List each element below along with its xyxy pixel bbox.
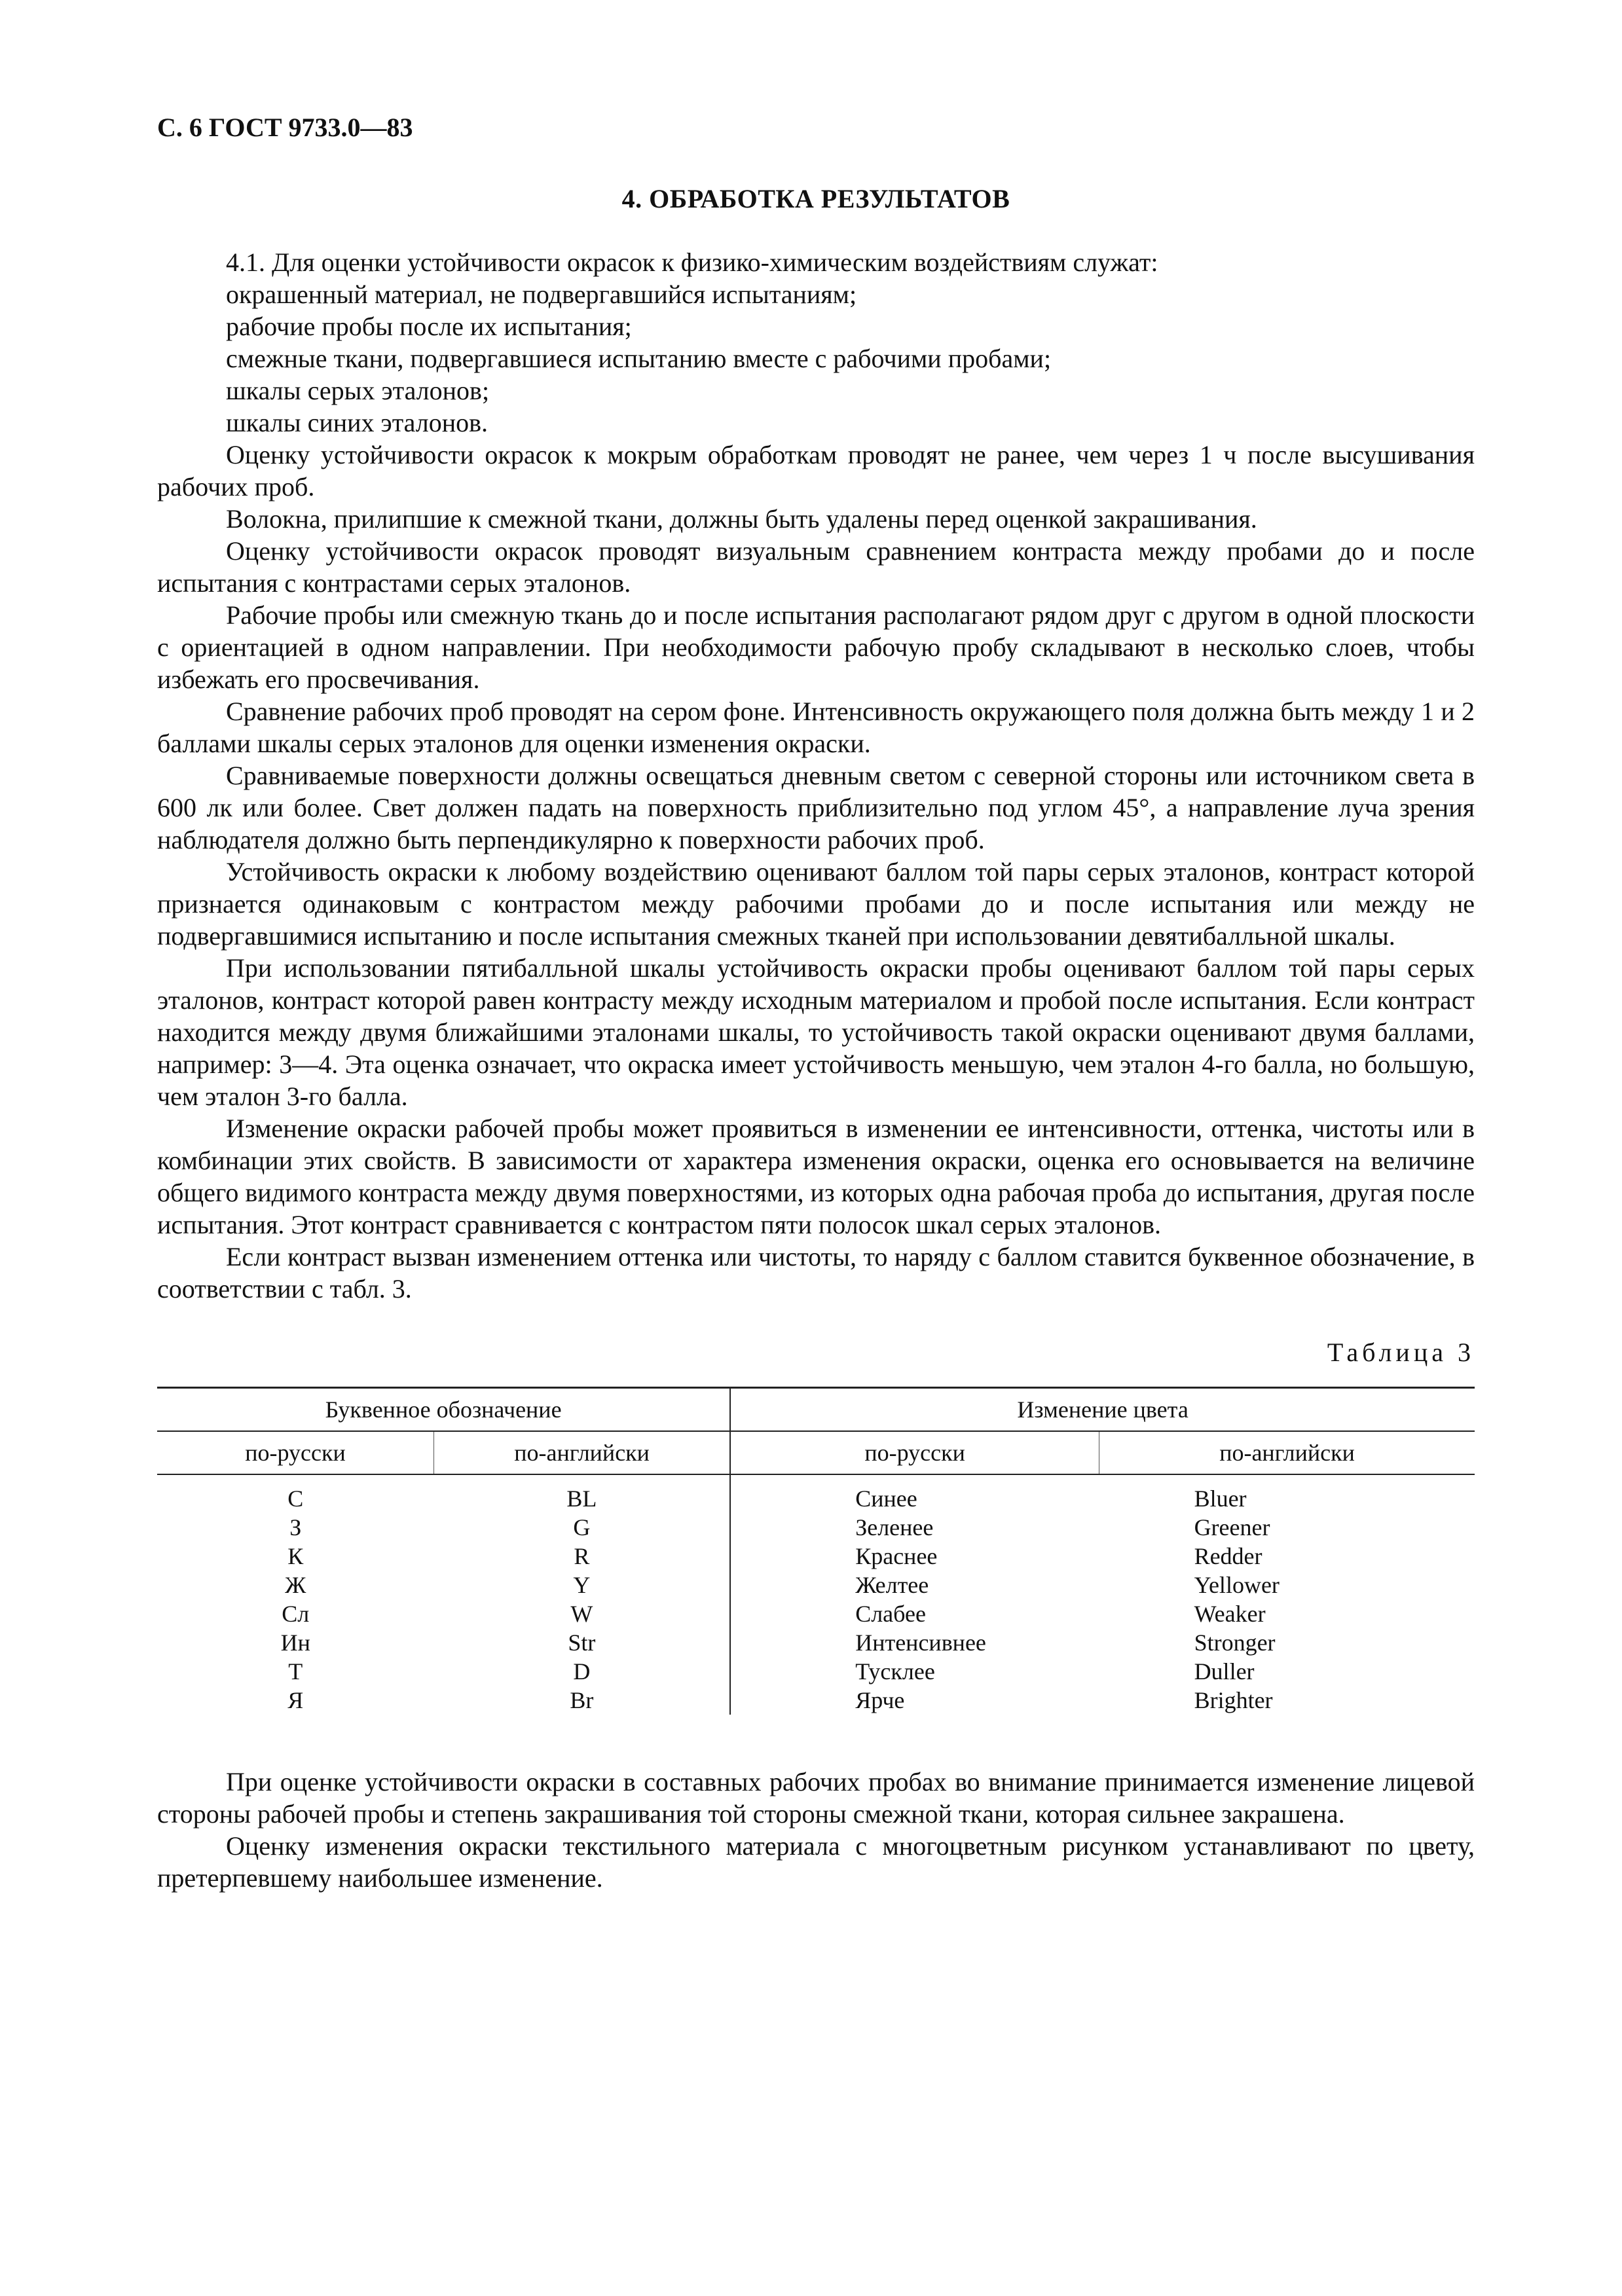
table-cell: Yellower: [1194, 1572, 1280, 1598]
paragraph: Изменение окраски рабочей пробы может проявиться в изменении ее интенсивности, оттенка, чистоты или в комбинации этих свойств. В зависимости от характера изменения окраски, оценка его основывается на величине общего видимого контраста между двумя поверхностями, из которых одна рабочая проба до испытания, другая после испытания. Этот контраст сравнивается с контрастом пяти полосок шкал серых эталонов.: [157, 1114, 1475, 1239]
section-title: 4. ОБРАБОТКА РЕЗУЛЬТАТОВ: [621, 184, 1010, 213]
table-cell: Stronger: [1194, 1630, 1276, 1656]
table-cell: Зеленее: [855, 1514, 934, 1540]
table-cell: Duller: [1194, 1658, 1255, 1685]
group-header-color-change: Изменение цвета: [730, 1388, 1475, 1432]
table-cell: Синее: [855, 1485, 917, 1512]
page-header: С. 6 ГОСТ 9733.0—83: [157, 113, 413, 142]
paragraph: Рабочие пробы или смежную ткань до и после испытания располагают рядом друг с другом в одной плоскости с ориентацией в одном направлении. При необходимости рабочую пробу складывают в несколько слоев, чтобы избежать его просвечивания.: [157, 600, 1475, 694]
closing-section: [157, 1766, 1475, 1894]
table-cell: С: [287, 1485, 304, 1512]
paragraph: Если контраст вызван изменением оттенка или чистоты, то наряду с баллом ставится буквенное обозначение, в соответствии с табл. 3.: [157, 1242, 1475, 1303]
table-cell: Str: [434, 1628, 731, 1657]
table-cell: Я: [287, 1687, 304, 1713]
list-item: шкалы синих эталонов.: [226, 408, 488, 437]
paragraph: При использовании пятибалльной шкалы устойчивость окраски пробы оценивают баллом той пары серых эталонов, контраст которой равен контрасту между исходным материалом и пробой после испытания. Если контраст находится между двумя ближайшими эталонами шкалы, то устойчивость такой окраски оценивают двумя баллами, например: 3—4. Эта оценка означает, что окраска имеет устойчивость меньшую, чем эталон 4-го балла, но большую, чем эталон 3-го балла.: [157, 953, 1475, 1111]
sub-header-russian: по-русски: [157, 1431, 434, 1474]
table-cell: Brighter: [1194, 1687, 1273, 1713]
table-cell: Сл: [282, 1601, 310, 1627]
table-cell: Ж: [285, 1572, 306, 1598]
table-cell: W: [434, 1599, 731, 1628]
color-change-table: [157, 1387, 1475, 1715]
table-cell: З: [289, 1514, 302, 1540]
table-cell: Краснее: [855, 1543, 938, 1569]
table-cell: G: [434, 1513, 731, 1542]
table-cell: Т: [288, 1658, 303, 1685]
paragraph: Сравниваемые поверхности должны освещаться дневным светом с северной стороны или источником света в 600 лк или более. Свет должен падать на поверхность приблизительно под углом 45°, а направление луча зрения наблюдателя должно быть перпендикулярно к поверхности рабочих проб.: [157, 761, 1475, 854]
sub-header-english: по-английски: [434, 1431, 731, 1474]
group-header-letter-designation: Буквенное обозначение: [157, 1388, 730, 1432]
table-cell: Слабее: [855, 1601, 926, 1627]
table-cell: Ин: [280, 1630, 310, 1656]
table-row: [157, 1513, 1475, 1542]
materials-list: [157, 246, 1475, 439]
table-cell: Br: [434, 1686, 731, 1715]
sub-header-russian: по-русски: [730, 1431, 1099, 1474]
list-item: рабочие пробы после их испытания;: [226, 312, 632, 341]
table-row: [157, 1599, 1475, 1628]
paragraph: Сравнение рабочих проб проводят на сером фоне. Интенсивность окружающего поля должна быть между 1 и 2 баллами шкалы серых эталонов для оценки изменения окраски.: [157, 697, 1475, 758]
table-cell: Greener: [1194, 1514, 1270, 1540]
table-cell: Интенсивнее: [855, 1630, 986, 1656]
table-caption: Таблица 3: [1327, 1338, 1475, 1367]
table-cell: Желтее: [855, 1572, 929, 1598]
paragraph: Устойчивость окраски к любому воздействию оценивают баллом той пары серых эталонов, контраст которой признается одинаковым с контрастом между рабочими пробами до и после испытания или между не подвергавшимися испытанию и после испытания смежных тканей при использовании девятибалльной шкалы.: [157, 857, 1475, 951]
table-row: [157, 1571, 1475, 1599]
table-row: [157, 1686, 1475, 1715]
table-group-header-row: [157, 1388, 1475, 1432]
list-item: 4.1. Для оценки устойчивости окрасок к физико-химическим воздействиям служат:: [226, 247, 1158, 277]
table-row: [157, 1542, 1475, 1571]
list-item: смежные ткани, подвергавшиеся испытанию вместе с рабочими пробами;: [226, 344, 1052, 373]
table-cell: Weaker: [1194, 1601, 1266, 1627]
sub-header-english: по-английски: [1099, 1431, 1475, 1474]
table-cell: D: [434, 1657, 731, 1686]
paragraph: Волокна, прилипшие к смежной ткани, должны быть удалены перед оценкой закрашивания.: [226, 504, 1257, 534]
table-row: [157, 1657, 1475, 1686]
table-cell: Redder: [1194, 1543, 1263, 1569]
table-cell: BL: [434, 1474, 731, 1513]
list-item: окрашенный материал, не подвергавшийся испытаниям;: [226, 280, 857, 309]
table-cell: Bluer: [1194, 1485, 1247, 1512]
table-row: [157, 1474, 1475, 1513]
table-cell: Ярче: [855, 1687, 905, 1713]
paragraph: Оценку устойчивости окрасок к мокрым обработкам проводят не ранее, чем через 1 ч после высушивания рабочих проб.: [157, 440, 1475, 501]
table-row: [157, 1628, 1475, 1657]
table-sub-header-row: [157, 1431, 1475, 1474]
list-item: шкалы серых эталонов;: [226, 376, 490, 405]
paragraph: Оценку изменения окраски текстильного материала с многоцветным рисунком устанавливают по цвету, претерпевшему наибольшее изменение.: [157, 1831, 1475, 1893]
table-cell: Тусклее: [855, 1658, 935, 1685]
table-cell: Y: [434, 1571, 731, 1599]
paragraph: Оценку устойчивости окрасок проводят визуальным сравнением контраста между пробами до и после испытания с контрастами серых эталонов.: [157, 536, 1475, 598]
table-cell: К: [287, 1543, 304, 1569]
table-cell: R: [434, 1542, 731, 1571]
paragraph: При оценке устойчивости окраски в составных рабочих пробах во внимание принимается изменение лицевой стороны рабочей пробы и степень закрашивания той стороны смежной ткани, которая сильнее закрашена.: [157, 1767, 1475, 1829]
